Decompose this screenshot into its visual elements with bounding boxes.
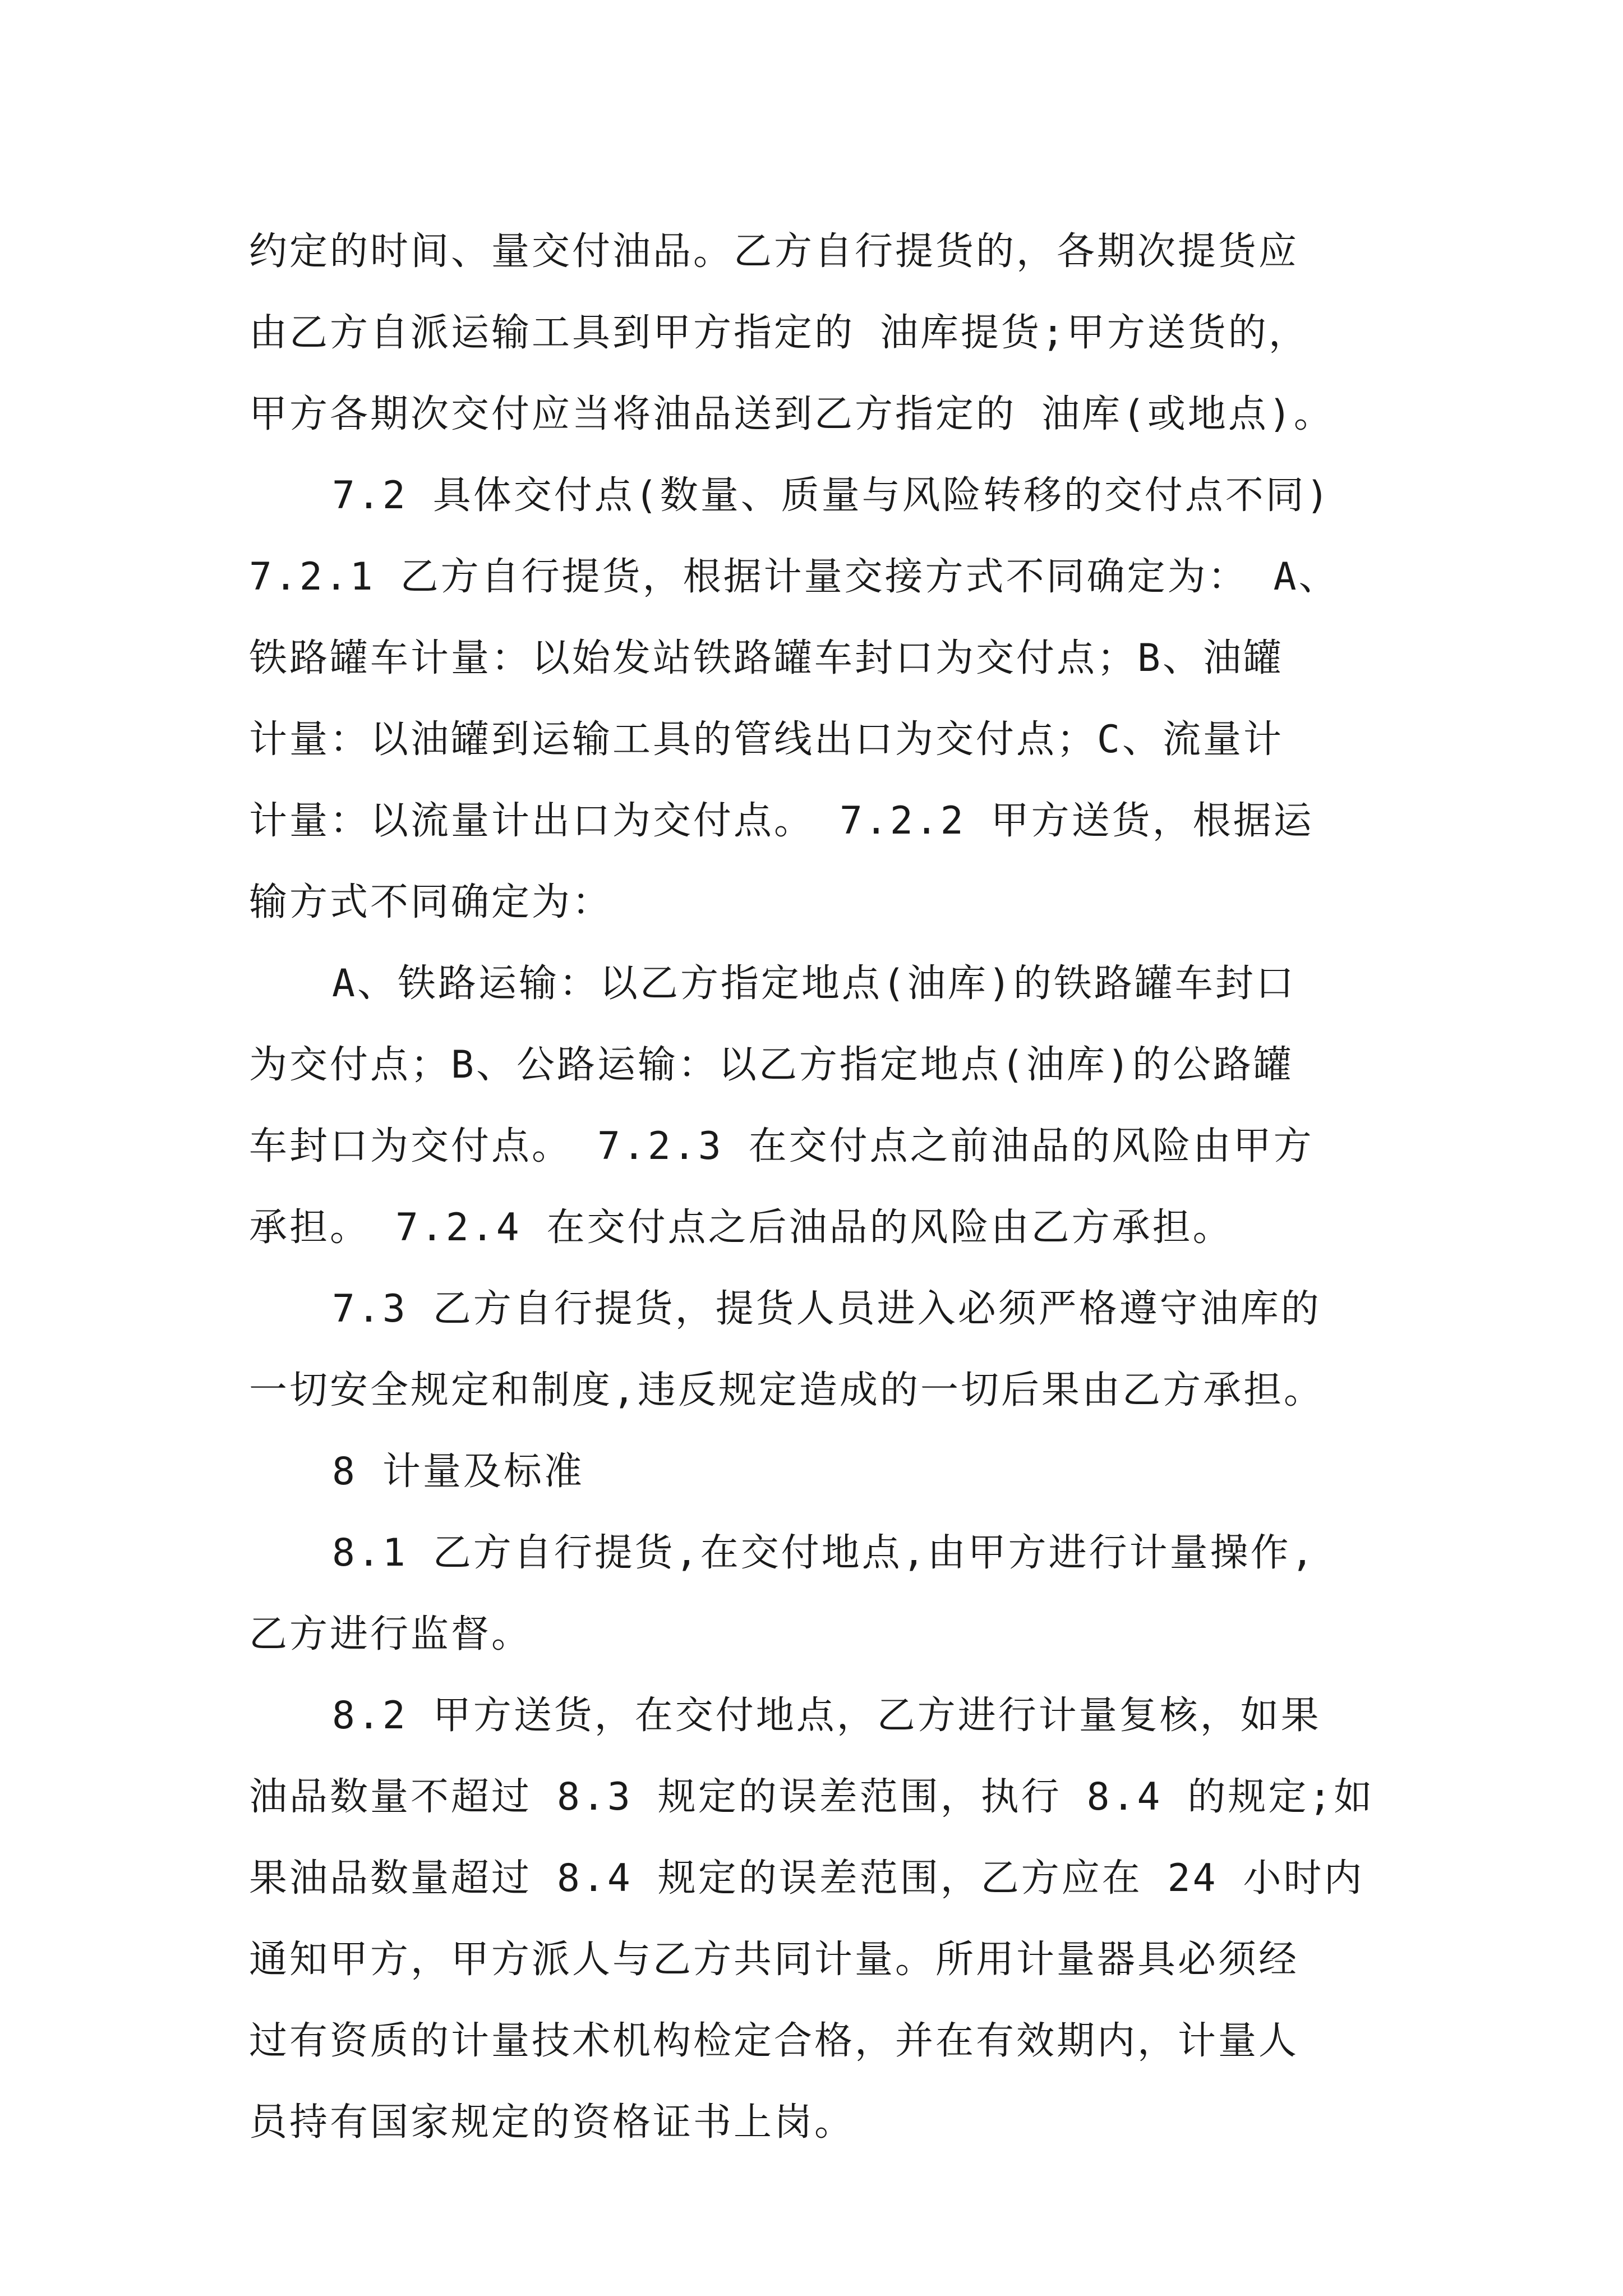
document-line: 计量：以流量计出口为交付点。 7.2.2 甲方送货，根据运 [249, 799, 1314, 843]
document-line: 车封口为交付点。 7.2.3 在交付点之前油品的风险由甲方 [249, 1124, 1314, 1168]
document-line: 7.2 具体交付点(数量、质量与风险转移的交付点不同) [332, 473, 1331, 518]
document-line: 由乙方自派运输工具到甲方指定的 油库提货;甲方送货的， [249, 311, 1309, 355]
document-line: 8.2 甲方送货，在交付地点，乙方进行计量复核，如果 [332, 1694, 1321, 1738]
document-line: 为交付点；B、公路运输：以乙方指定地点(油库)的公路罐 [249, 1043, 1294, 1087]
document-line: 8.1 乙方自行提货,在交付地点,由甲方进行计量操作, [332, 1531, 1316, 1575]
document-line: 铁路罐车计量：以始发站铁路罐车封口为交付点；B、油罐 [249, 636, 1284, 680]
document-line: 乙方进行监督。 [249, 1612, 532, 1657]
document-line: 7.3 乙方自行提货，提货人员进入必须严格遵守油库的 [332, 1287, 1321, 1331]
document-line: 计量：以油罐到运输工具的管线出口为交付点；C、流量计 [249, 717, 1284, 762]
document-line: 一切安全规定和制度,违反规定造成的一切后果由乙方承担。 [249, 1368, 1324, 1412]
document-line: 油品数量不超过 8.3 规定的误差范围，执行 8.4 的规定;如 [249, 1775, 1375, 1819]
document-body [249, 211, 1393, 2163]
document-line: A、铁路运输：以乙方指定地点(油库)的铁路罐车封口 [332, 961, 1296, 1006]
document-line: 8 计量及标准 [332, 1450, 584, 1494]
document-line: 通知甲方，甲方派人与乙方共同计量。所用计量器具必须经 [249, 1938, 1299, 1982]
document-line: 果油品数量超过 8.4 规定的误差范围，乙方应在 24 小时内 [249, 1856, 1364, 1901]
document-line: 甲方各期次交付应当将油品送到乙方指定的 油库(或地点)。 [249, 392, 1334, 436]
document-line: 员持有国家规定的资格证书上岗。 [249, 2100, 855, 2145]
document-line: 输方式不同确定为： [249, 880, 613, 924]
document-line: 过有资质的计量技术机构检定合格，并在有效期内，计量人 [249, 2019, 1299, 2063]
document-line: 约定的时间、量交付油品。乙方自行提货的，各期次提货应 [249, 229, 1299, 274]
document-line: 承担。 7.2.4 在交付点之后油品的风险由乙方承担。 [249, 1205, 1233, 1250]
document-line: 7.2.1 乙方自行提货，根据计量交接方式不同确定为： A、 [249, 555, 1339, 599]
